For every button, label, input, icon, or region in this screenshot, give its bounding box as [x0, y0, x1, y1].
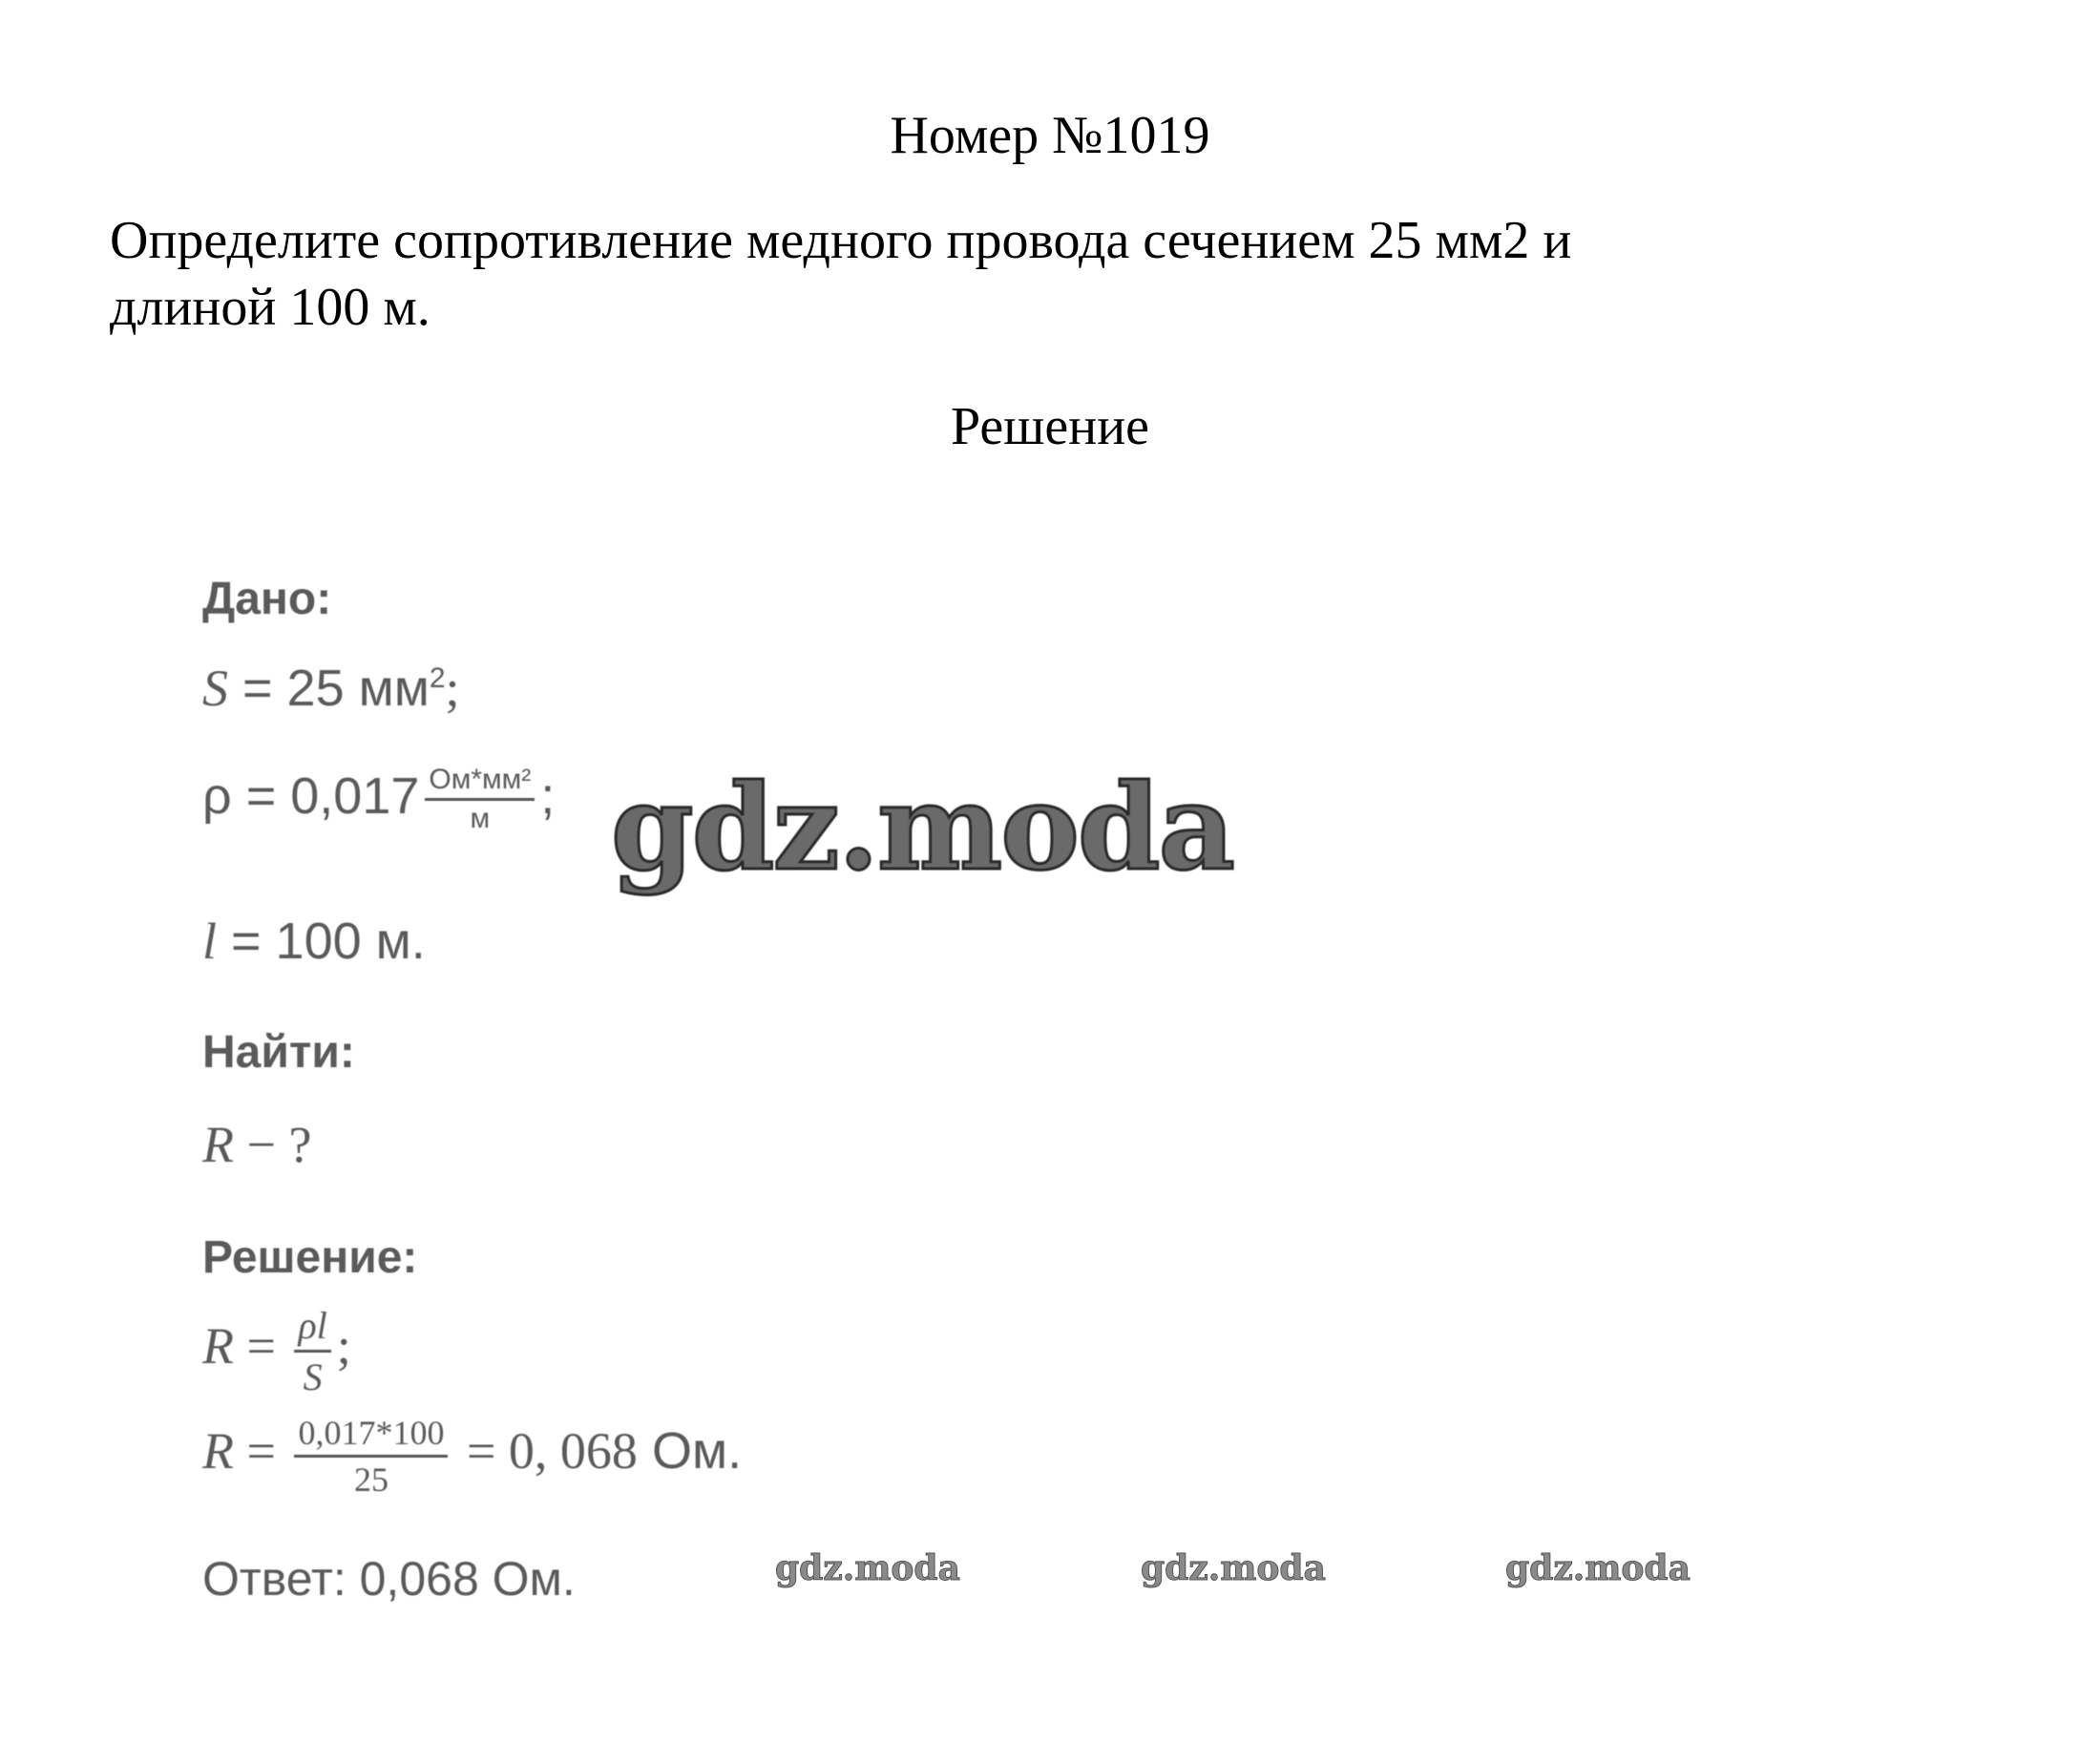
resistivity-unit-numerator: Ом*мм² — [425, 764, 535, 801]
solution-label: Решение: — [202, 1232, 418, 1283]
area-value: = 25 мм — [228, 660, 430, 717]
formula2-unit: Ом. — [637, 1421, 743, 1480]
solution-heading: Решение — [950, 397, 1150, 456]
given-area-line — [202, 659, 460, 718]
given-label: Дано: — [202, 574, 332, 624]
formula2-variable: R — [202, 1421, 234, 1480]
formula-line-1 — [202, 1303, 351, 1399]
formula2-denominator: 25 — [353, 1460, 388, 1499]
watermark-small-3: gdz.moda — [1505, 1548, 1690, 1588]
area-exponent: 2 — [429, 662, 446, 694]
length-value: = 100 м. — [217, 913, 426, 970]
resistivity-text: ρ = 0,017 — [202, 766, 420, 825]
formula2-fraction — [294, 1413, 448, 1500]
problem-text-line-2: длиной 100 м. — [110, 278, 430, 337]
given-length-line — [202, 912, 426, 971]
formula1-numerator: ρl — [294, 1303, 330, 1353]
area-end: ; — [445, 660, 460, 717]
answer-line: Ответ: 0,068 Ом. — [202, 1552, 576, 1606]
formula1-variable: R — [202, 1316, 234, 1375]
formula2-equals: = — [234, 1421, 289, 1480]
formula1-denominator: S — [303, 1355, 323, 1398]
length-variable: l — [202, 913, 218, 970]
watermark-logo: gdz.moda — [611, 759, 1233, 897]
resistivity-end: ; — [540, 766, 556, 825]
resistivity-unit-denominator: м — [470, 803, 491, 834]
watermark-small-2: gdz.moda — [1141, 1548, 1326, 1588]
resistivity-unit-fraction — [425, 764, 535, 835]
find-text: − ? — [234, 1116, 312, 1173]
formula1-fraction — [294, 1303, 330, 1399]
find-line — [202, 1115, 311, 1174]
given-resistivity-line — [202, 764, 555, 835]
watermark-small-1: gdz.moda — [775, 1548, 960, 1588]
find-variable: R — [202, 1116, 234, 1173]
formula2-result: = 0, 068 — [453, 1421, 638, 1480]
formula1-equals: = — [234, 1316, 289, 1375]
page-title: Номер №1019 — [890, 106, 1210, 165]
formula-line-2 — [202, 1413, 742, 1500]
formula2-numerator: 0,017*100 — [294, 1413, 448, 1458]
area-variable: S — [202, 660, 228, 717]
formula1-end: ; — [336, 1316, 351, 1375]
problem-text-line-1: Определите сопротивление медного провода сечением 25 мм2 и — [110, 211, 1572, 270]
find-label: Найти: — [202, 1027, 355, 1078]
